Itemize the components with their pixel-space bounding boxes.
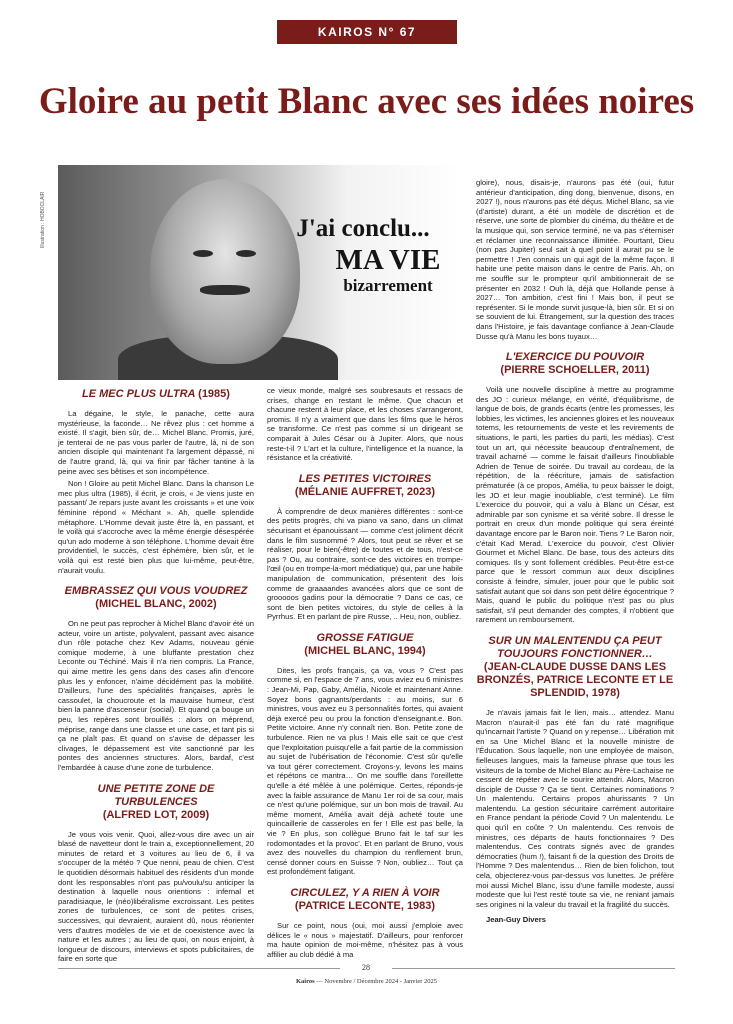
paragraph: ce vieux monde, malgré ses soubresauts et ressacs de crises, change en restant le même. Que chacun et chacune restent à leur place, et les choses s'arrangeront, promis. Il n'y a vraiment que dans les films que le héros se transforme. Ce n'est pas comme si un dirigeant se comparait à Jules César ou à Jupiter. Alors, que nous reste-t-il ? L'art et la culture, l'intelligence et la nuance, la résistance et la créativité.: [267, 386, 463, 463]
section-heading: [476, 351, 674, 377]
section-heading: [267, 887, 463, 913]
section-title: GROSSE FATIGUE: [316, 631, 414, 644]
section-title: L'EXERCICE DU POUVOIR: [505, 351, 645, 364]
section-subtitle: (PATRICE LECONTE, 1983): [294, 899, 436, 912]
paragraph: Je n'avais jamais fait le lien, mais… attendez. Manu Macron n'aurait-il pas été fan du raté magnifique qu'incarnait l'artiste ? Quand on y repense… Libération mit en sa Une Michel Blanc et la nouvelle ministre de l'Éducation. Sous laquelle, non une employée de maison, fielleuses langues, mais la fameuse phrase que tous les visiteurs de la tombe de Michel Blanc au Père-Lachaise ne cessent de répéter avec le sourire attendri. Alors, Macron disciple de Dusse ? Ça se tient. Certaines nominations ? Un malentendu. Certains propos ahurissants ? Un malentendu. La gestion sécuritaire carrément autoritaire en France pendant la période Covid ? Un malentendu. Le quoi qu'il en coûte ? Un malentendu. Ces renvois de ministres, ces départs de hauts fonctionnaires ? Des malentendus. Ces contrats signés avec de grandes démocraties (hum !), faisant fi de la question des Droits de l'Homme ? Des malentendus… Rien de bien folichon, tout cela, objecterez-vous par-dessus vos lunettes. Je préfère moi aussi Michel Blanc, issu d'une famille modeste, aussi modeste que lui l'est resté toute sa vie, ne reniant jamais ses origines ni la valeur du travail et la fragilité du succès.: [476, 707, 674, 909]
footer-credit: [200, 978, 533, 985]
portrait-eye-left: [193, 250, 213, 257]
paragraph: On ne peut pas reprocher à Michel Blanc d'avoir été un acteur, voire un artiste, polyvalent, passant avec aisance d'un rôle potache chez Kev Adams, nouveau génie comique moderne, à une bluffante prestation chez Leconte ou Téchiné. Mais il n'a rien compris. La France, qui aime mettre les gens dans des cases afin d'encore plus les y enfoncer, n'aime décidément pas la mobilité. D'ailleurs, l'une des spécialités françaises, après le cassoulet, la choucroute et la mauvaise humeur, c'est bien la panne d'ascenseur (social). Et quand ça bouge un peu, les repères sont brouillés : alors on méprend, méprise, range dans une classe et une case, et tant pis si ça ne plaît pas. Et quand on s'avise de dépasser les clivages, le dépassement est vite sanctionné par les pontes des anciennes structures. Alors, bardaf, c'est l'embardée à cause d'une zone de turbulence.: [58, 619, 254, 772]
column-3: [476, 178, 674, 925]
paragraph: Dites, les profs français, ça va, vous ? C'est pas comme si, en l'espace de 7 ans, vous aviez eu 6 ministres : Jean-Mi, Pap, Gaby, Amélia, Nicole et maintenant Anne. Soyez bons gagnants/perdants : au moins, sur 6 ministres, vous avez eu 3 personnalités fortes, qui avaient déjà exercé peu ou prou la fonction d'enseignant.e. Bon. Petite victoire. Anne n'y connaît rien. Bon. Petite zone de turbulence. Rien ne va plus ! Mais elle sait ce que c'est que l'exploitation puisqu'elle a fait partie de la commission au sujet de l'ubérisation de l'économie. C'est sûr qu'elle va tout gérer correctement. Croyons-y, levons les mains et répétons ce mantra… On me souffle dans l'oreillette qu'elle a été mêlée à une polémique. Certes, réponds-je avec la faible assurance de Manu 1er roi de sa cour, mais ce n'est qu'une polémique, sur un bon mois de travail. Au même moment, Amélia avait déjà acheté toute une quincaillerie de casseroles en fer ! Elle est pas belle, la vie ? En plus, son collègue Bruno fait le taf sur les rodomontades et la provoc'. Et en parlant de Bruno, vous avez des nouvelles du champion du renflement brun, censé donner cours en Suisse ? Non, oubliez… Tout ça est profondément fatigant.: [267, 665, 463, 877]
page-number: 28: [340, 963, 392, 972]
section-title: LES PETITES VICTOIRES: [298, 472, 432, 485]
section-title: LE MEC PLUS ULTRA (1985): [82, 388, 230, 400]
column-1: [58, 378, 254, 967]
section-heading: [58, 585, 254, 611]
section-subtitle: (JEAN-CLAUDE DUSSE DANS LES BRONZÉS, PATRICE LECONTE ET LE SPLENDID, 1978): [476, 660, 674, 699]
portrait-eye-right: [236, 250, 256, 257]
section-heading: [58, 388, 254, 401]
pull-quote-line1: J'ai conclu...: [296, 215, 430, 242]
section-title: EMBRASSEZ QUI VOUS VOUDREZ: [64, 585, 248, 598]
footer-magazine: Kairos: [295, 978, 315, 985]
section-subtitle: (PIERRE SCHOELLER, 2011): [500, 364, 650, 377]
issue-banner: KAIROS N° 67: [277, 20, 457, 44]
section-heading: [267, 473, 463, 499]
section-heading: [267, 632, 463, 658]
section-subtitle: (MÉLANIE AUFFRET, 2023): [294, 485, 436, 498]
illustration-credit: Illustration : HOBOCLAIR: [40, 191, 46, 248]
section-title: CIRCULEZ, Y A RIEN À VOIR: [290, 886, 440, 899]
pull-quote-line3: bizarrement: [343, 276, 433, 295]
paragraph: Sur ce point, nous (oui, moi aussi j'emploie avec délices le « nous » majestatif. D'ailleurs, pour renforcer ma haute opinion de moi-même, n'hésitez pas à vous affilier au club dédié à ma: [267, 920, 463, 959]
pull-quote-line2: MA VIE: [335, 244, 441, 276]
section-title: UNE PETITE ZONE DE TURBULENCES: [97, 782, 215, 808]
footer-date: — Novembre / Décembre 2024 - Janvier 2025: [316, 978, 438, 985]
pull-quote: [268, 214, 458, 296]
paragraph: Je vous vois venir. Quoi, allez-vous dire avec un air blasé de navetteur dont le train a, exceptionnellement, 20 minutes de retard et 3 voitures au lieu de 6, il va s'occuper de la météo ? Que nenni, peau de chien. C'est le quotidien désormais habituel des résidents d'un monde dont les responsables n'ont pas pu/voulu/su anticiper la destination à laquelle nous orientions : infernal et paradisiaque, le (néo)libéralisme excroissant. Les petites zones de turbulences, ce sont de petites crises, successives, qui devraient, auraient dû, nous réorienter vers d'autres modèles de vie et de coexistence avec la nature et les autres ; au lieu de quoi, on nous enjoint, à longueur de discours, interviews et spots publicitaires, de faire en sorte que: [58, 829, 254, 964]
paragraph: À comprendre de deux manières différentes : sont-ce des petits progrès, chi va piano va sano, dans un climat sécurisant et épanouissant — comme c'est joliment décrit dans le film susnommé ? Alors, tout peut se rêver et se réaliser, pour le bien(-être) de toutes et de tous, n'est-ce pas ? Ou, au contraire, sont-ce des victoires en trompe-l'œil (ou en trompe-la-mort médiatique) qui, par une habile manipulation de communication, présentent des lois comme de graaaandes avancées alors que ce sont de grooooos gadins pour la démocratie ? Dans ce cas, ce sont de bien petites victoires, du style de celles à la Pyrrhus. Et en parlant de pire Russe, .. Heu, non, oubliez.: [267, 506, 463, 622]
section-heading: [476, 635, 674, 700]
author-signature: Jean-Guy Divers: [486, 915, 546, 925]
section-subtitle: (MICHEL BLANC, 2002): [95, 598, 217, 611]
portrait-mustache: [200, 285, 250, 295]
section-heading: [58, 783, 254, 822]
paragraph: La dégaine, le style, le panache, cette aura mystérieuse, la faconde… Ne rêvez plus : cet homme a existé. Il s'agit, bien sûr, de… Michel Blanc. Promis, juré, je tenterai de ne pas vous parler de l'autre, là, ni de son ancien disciple qui maintenant l'a largement dépassé, ni de l'autre grand, là, qui va finir par fâcher tantine à la peine avec ses bêtises et son incompétence.: [58, 409, 254, 476]
paragraph: gloire), nous, disais-je, n'aurons pas été (oui, futur antérieur d'anticipation, ding dong, bienvenue, disons, en 2027 !), nous n'aurons pas été déçus. Michel Blanc, sa vie (d'artiste) durant, a été un modèle de discrétion et de réserve, une sorte de plombier du cinéma, du théâtre et de la musique qui, son service terminé, ne va pas s'éterniser et réclamer une reconnaissance illimitée. Pourtant, Dieu (non pas Jupiter) seul sait à quel point il aurait pu se le permettre ! J'en connais un qui agit de la même façon. Il habite une petite maison dans le centre de Paris. Ah, on me souffle sur le prompteur qu'il ambitionnerait de se présenter en 2032 ! Ouh là, déjà que Hollande pense à 2027… Ton ambition, c'est fini ! Mais bon, il peut se représenter. Si le monde survit jusque-là, bien sûr. Et si on se souvient de lui. Étrangement, sur la question des traces dans l'Histoire, je fais davantage confiance à Jean-Claude Dusse qu'à Manu les bons tuyaux…: [476, 178, 674, 341]
article-headline: Gloire au petit Blanc avec ses idées noires: [38, 81, 695, 122]
paragraph: Voilà une nouvelle discipline à mettre au programme des JO : curieux mélange, en vérité, d'équilibrisme, de langue de bois, de grands écarts (entre les promesses, les lobbies, les victimes, les anciennes gloires et les nouveaux totems, les retournements de veste et les revirements de situations, le parti, les parties du parti, les médias). C'est tout un art, qui nécessite beaucoup d'entraînement, de travail acharné — comme le faisait d'ailleurs l'inoubliable Adrien de Tenue de soirée. Du travail au cordeau, de la répétition, de la réécriture, jamais de satisfaction prématurée (à ce propos, Amélia, tu peux baisser le doigt, les JO et leur magie inoubliable, c'est terminé). Le film L'exercice du pouvoir, qui a valu à Blanc un César, est admirable par son cynisme et sa vérité sobre. Il dresse le portrait en creux d'un monde politique qui sera éreinté davantage encore par le Baron noir. Tiens ? Le Baron noir, c'était Kad Merad. L'exercice du pouvoir, c'est Olivier Gourmet et Michel Blanc. De base, tous des acteurs dits comiques. Ils y sont follement crédibles. Peut-être est-ce parce que le ressort commun aux deux disciplines consiste à feindre, simuler, jouer pour que le public soit satisfait autant que soi dans son petit délire égocentrique ? Mais, quand le public du politique n'est pas ou plus satisfait, s'il peut demander des comptes, il n'obtient que rarement un remboursement.: [476, 385, 674, 625]
section-title: SUR UN MALENTENDU ÇA PEUT TOUJOURS FONCTIONNER…: [488, 634, 662, 660]
paragraph: Non ! Gloire au petit Michel Blanc. Dans la chanson Le mec plus ultra (1985), il écrit, je crois, « Je viens juste en passant/ Je repars juste avant les croissants » et une voix féminine répond « Méchant ». Ah, quelle splendide métaphore. L'Homme devait juste être là, en passant, et le voilà qui s'accroche avec la même énergie désespérée qu'un ado moderne à son téléphone. L'homme devait être providentiel, le succès, c'est éphémère, bien sûr, et le voilà qui est resté bien plus que lui-même, peut-être, n'aurait voulu.: [58, 479, 254, 575]
section-subtitle: (ALFRED LOT, 2009): [102, 808, 210, 821]
column-2: [267, 386, 463, 962]
section-subtitle: (MICHEL BLANC, 1994): [304, 644, 426, 657]
